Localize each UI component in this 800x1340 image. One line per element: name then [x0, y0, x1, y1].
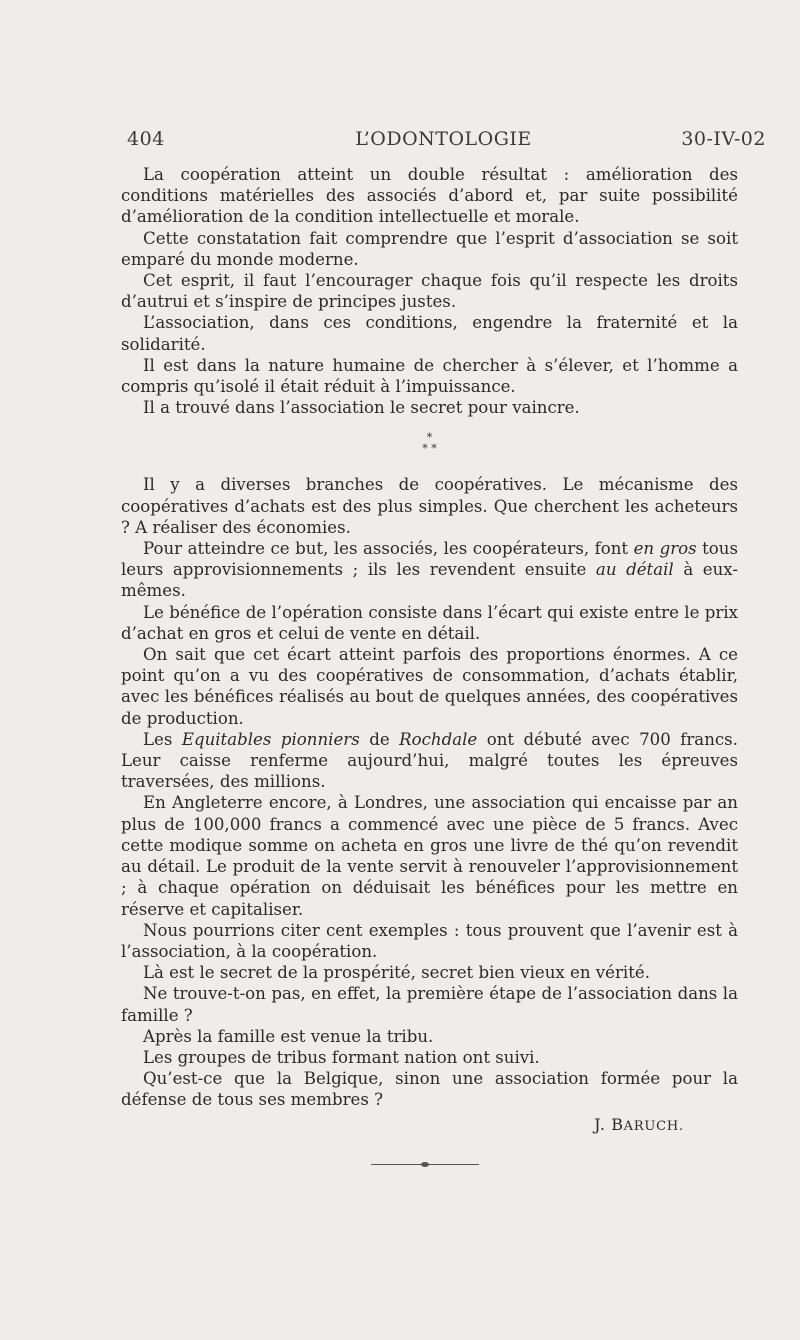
asterism-separator — [121, 418, 738, 474]
paragraph: Les groupes de tribus formant nation ont suivi. — [143, 1047, 540, 1067]
paragraph: Cette constatation fait comprendre que l’esprit d’association se soit emparé du monde moderne. — [121, 228, 738, 269]
italic-text: Equitables pionniers — [181, 729, 360, 749]
paragraph: Il est dans la nature humaine de chercher à s’élever, et l’homme a compris qu’isolé il était réduit à l’impuissance. — [121, 355, 738, 397]
paragraph: Il a trouvé dans l’association le secret pour vaincre. — [143, 398, 580, 418]
italic-text: au détail — [595, 560, 674, 580]
paragraph: En Angleterre encore, à Londres, une association qui encaisse par an plus de 100,000 francs a commencé avec une pièce de 5 francs. Avec cette modique somme on acheta en gros une livre de thé qu’on revendit au détail. Le produit de la vente servit à renouveler l’approvisionnement ; à chaque opération on déduisait les bénéfices pour les mettre en réserve et capitaliser. — [121, 793, 738, 919]
text-run: Pour atteindre ce but, les associés, les coopérateurs, font — [143, 539, 634, 559]
paragraph: Après la famille est venue la tribu. — [143, 1026, 434, 1046]
asterism-top: * — [426, 431, 433, 445]
end-rule-ornament — [421, 1162, 429, 1167]
paragraph: Il y a diverses branches de coopératives. Le mécanisme des coopératives d’achats est des plus simples. Que cherchent les acheteurs ? A réaliser des économies. — [121, 475, 738, 537]
paragraph — [121, 538, 738, 602]
running-header — [121, 128, 766, 158]
paragraph: La coopération atteint un double résultat : amélioration des conditions matérielles des associés d’abord et, par suite possibilité d’amélioration de la condition intellectuelle et morale. — [121, 165, 738, 227]
paragraph: L’association, dans ces conditions, engendre la fraternité et la solidarité. — [121, 313, 738, 354]
paragraph: Ne trouve-t-on pas, en effet, la première étape de l’association dans la famille ? — [121, 984, 738, 1025]
italic-text: Rochdale — [399, 729, 478, 749]
article-body — [121, 164, 738, 1137]
paragraph: Qu’est-ce que la Belgique, sinon une association formée pour la défense de tous ses membres ? — [121, 1069, 738, 1110]
issue-date: 30-IV-02 — [681, 128, 766, 150]
text-run: de — [359, 729, 400, 749]
signature-surname: ARUCH. — [623, 1118, 684, 1134]
text-run: Les — [143, 729, 182, 749]
text-run: ont débuté avec 700 francs. Leur caisse renferme aujourd’hui, malgré toutes les épreuves traversées, des millions. — [121, 729, 738, 792]
paragraph: Cet esprit, il faut l’encourager chaque fois qu’il respecte les droits d’autrui et s’inspire de principes justes. — [121, 271, 738, 312]
author-signature — [121, 1114, 738, 1137]
paragraph: On sait que cet écart atteint parfois des proportions énormes. A ce point qu’on a vu des coopératives de consommation, d’achats établir, avec les bénéfices réalisés au bout de quelques années, des coopératives de production. — [121, 645, 738, 728]
paragraph: Là est le secret de la prospérité, secret bien vieux en vérité. — [143, 963, 651, 983]
paragraph: Nous pourrions citer cent exemples : tous prouvent que l’avenir est à l’association, à la coopération. — [121, 920, 738, 961]
page-number: 404 — [127, 128, 165, 150]
italic-text: en gros — [633, 539, 697, 559]
signature-initial: J. B — [594, 1114, 624, 1134]
paragraph — [121, 729, 738, 793]
paragraph: Le bénéfice de l’opération consiste dans l’écart qui existe entre le prix d’achat en gros et celui de vente en détail. — [121, 602, 738, 643]
text-run: à eux-mêmes. — [121, 560, 738, 601]
journal-title: L’ODONTOLOGIE — [355, 128, 532, 150]
asterism-bottom: * * — [422, 442, 437, 456]
text-run: tous leurs approvisionnements ; ils les revendent ensuite — [121, 539, 739, 580]
